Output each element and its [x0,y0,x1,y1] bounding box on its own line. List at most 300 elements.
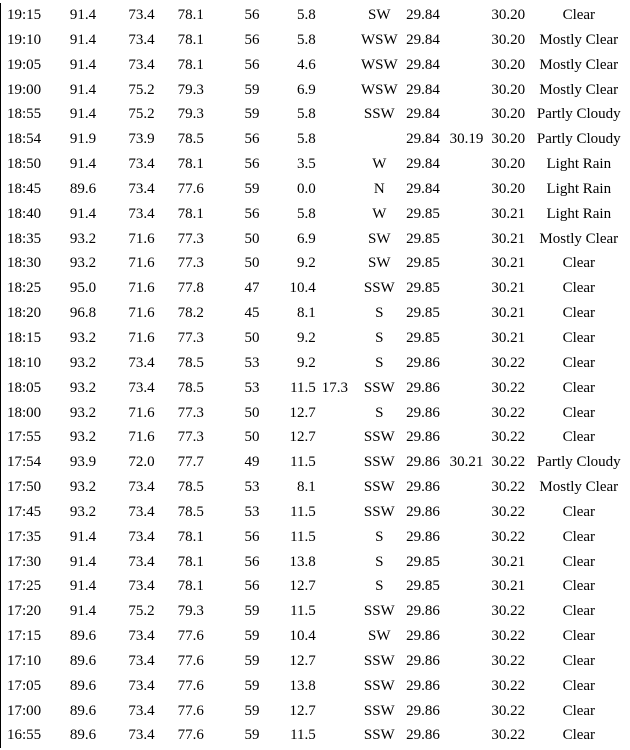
sea-level-pressure-cell: 30.21 [491,578,526,595]
sea-level-pressure-cell: 30.20 [491,106,526,123]
pressure-cell: 29.86 [406,454,440,471]
pressure-cell: 29.86 [406,677,440,694]
table-row [1,102,630,127]
humidity-cell: 59 [244,180,260,197]
wind-speed-cell: 5.8 [297,106,316,123]
pressure-cell: 29.86 [406,429,440,446]
table-row [1,127,630,152]
altimeter-cell [445,3,489,28]
wind-gust-cell [320,649,358,674]
feels-like-cell: 78.5 [177,131,204,148]
feels-like-cell: 78.1 [177,156,204,173]
wind-direction-cell: SSW [363,702,395,719]
humidity-cell: 47 [244,280,260,297]
time-cell: 16:55 [1,723,70,748]
temperature-cell: 91.4 [69,553,97,570]
altimeter-cell [445,425,489,450]
time-cell: 18:35 [1,227,70,252]
wind-direction-cell: SSW [363,429,395,446]
altimeter-cell [445,351,489,376]
wind-speed-cell: 8.1 [297,479,316,496]
wind-speed-cell: 11.5 [290,727,316,744]
pressure-cell: 29.84 [406,131,440,148]
wind-direction-cell: SW [368,230,391,247]
wind-speed-cell: 8.1 [297,305,316,322]
pressure-cell: 29.86 [406,404,440,421]
wind-direction-cell: SW [368,7,391,23]
condition-cell: Clear [562,528,596,545]
feels-like-cell: 78.1 [177,205,204,222]
humidity-cell: 53 [244,379,260,396]
wind-direction-cell: SSW [363,677,395,694]
dew-point-cell: 71.6 [128,230,155,247]
wind-gust-cell [320,301,358,326]
wind-speed-cell: 9.2 [297,255,316,272]
pressure-cell: 29.86 [406,727,440,744]
humidity-cell: 56 [244,205,260,222]
temperature-cell: 91.9 [69,131,97,148]
altimeter-cell [445,78,489,103]
pressure-cell: 29.85 [406,280,440,297]
pressure-cell: 29.86 [406,503,440,520]
wind-speed-cell: 6.9 [297,81,316,98]
wind-speed-cell: 5.8 [297,205,316,222]
altimeter-cell [445,251,489,276]
wind-gust-cell [320,3,358,28]
dew-point-cell: 71.6 [128,280,155,297]
condition-cell: Light Rain [546,180,612,197]
wind-gust-cell [320,723,358,748]
time-cell: 17:30 [1,550,70,575]
table-row [1,152,630,177]
pressure-cell: 29.86 [406,603,440,620]
temperature-cell: 93.2 [69,479,97,496]
wind-direction-cell: SSW [363,479,395,496]
altimeter-cell [445,699,489,724]
wind-speed-cell: 5.8 [297,31,316,48]
sea-level-pressure-cell: 30.22 [491,628,526,645]
altimeter-cell [445,723,489,748]
temperature-cell: 96.8 [69,305,97,322]
dew-point-cell: 71.6 [128,329,155,346]
altimeter-cell [445,28,489,53]
condition-cell: Mostly Clear [539,479,619,496]
feels-like-cell: 78.1 [177,528,204,545]
wind-speed-cell: 9.2 [297,354,316,371]
temperature-cell: 89.6 [69,652,97,669]
altimeter-cell [445,674,489,699]
wind-gust-cell [320,351,358,376]
sea-level-pressure-cell: 30.22 [491,603,526,620]
dew-point-cell: 73.4 [128,503,155,520]
humidity-cell: 50 [244,230,260,247]
wind-speed-cell: 3.5 [297,156,316,173]
wind-speed-cell: 0.0 [297,180,316,197]
feels-like-cell: 78.2 [177,305,204,322]
wind-gust-cell [320,574,358,599]
wind-direction-cell: WSW [360,56,398,73]
wind-direction-cell: S [375,578,384,595]
altimeter-cell [445,376,489,401]
feels-like-cell: 78.1 [177,7,204,23]
time-cell: 17:55 [1,425,70,450]
wind-gust-cell [320,276,358,301]
temperature-cell: 93.2 [69,329,97,346]
condition-cell: Clear [562,628,596,645]
altimeter-cell [445,152,489,177]
dew-point-cell: 73.4 [128,528,155,545]
feels-like-cell: 78.1 [177,578,204,595]
condition-cell: Clear [562,7,596,23]
temperature-cell: 93.2 [69,503,97,520]
feels-like-cell: 78.5 [177,479,204,496]
wind-gust-cell [320,202,358,227]
sea-level-pressure-cell: 30.22 [491,354,526,371]
dew-point-cell: 75.2 [128,603,155,620]
condition-cell: Light Rain [546,156,612,173]
wind-direction-cell: W [372,205,387,222]
feels-like-cell: 78.1 [177,56,204,73]
wind-direction-cell: SSW [363,454,395,471]
condition-cell: Clear [562,305,596,322]
feels-like-cell: 77.6 [177,180,204,197]
wind-direction-cell: S [375,528,384,545]
altimeter-cell: 30.21 [449,454,484,471]
wind-gust-cell [320,500,358,525]
table-row [1,450,630,475]
humidity-cell: 50 [244,329,260,346]
condition-cell: Clear [562,280,596,297]
pressure-cell: 29.85 [406,255,440,272]
temperature-cell: 89.6 [69,702,97,719]
wind-speed-cell: 13.8 [289,553,316,570]
dew-point-cell: 73.4 [128,727,155,744]
wind-gust-cell [320,425,358,450]
wind-direction-cell: SSW [363,106,395,123]
dew-point-cell: 72.0 [128,454,155,471]
wind-gust-cell [320,78,358,103]
table-row [1,301,630,326]
sea-level-pressure-cell: 30.20 [491,131,526,148]
dew-point-cell: 75.2 [128,106,155,123]
pressure-cell: 29.86 [406,354,440,371]
dew-point-cell: 73.4 [128,31,155,48]
dew-point-cell: 73.4 [128,354,155,371]
dew-point-cell: 73.4 [128,479,155,496]
wind-gust-cell [320,624,358,649]
table-row [1,624,630,649]
condition-cell: Clear [562,255,596,272]
table-row [1,599,630,624]
dew-point-cell: 73.4 [128,578,155,595]
altimeter-cell [445,202,489,227]
sea-level-pressure-cell: 30.22 [491,652,526,669]
wind-direction-cell: W [372,156,387,173]
time-cell: 18:15 [1,326,70,351]
table-row [1,227,630,252]
wind-direction-cell: SSW [363,379,395,396]
dew-point-cell: 71.6 [128,404,155,421]
condition-cell: Clear [562,727,596,744]
condition-cell: Partly Cloudy [536,454,621,471]
wind-gust-cell [320,699,358,724]
condition-cell: Clear [562,379,596,396]
feels-like-cell: 78.5 [177,379,204,396]
wind-direction-cell: SSW [363,603,395,620]
altimeter-cell [445,525,489,550]
table-row [1,177,630,202]
time-cell: 18:25 [1,276,70,301]
humidity-cell: 56 [244,31,260,48]
altimeter-cell [445,599,489,624]
pressure-cell: 29.86 [406,379,440,396]
dew-point-cell: 73.4 [128,205,155,222]
temperature-cell: 93.2 [69,429,97,446]
humidity-cell: 53 [244,479,260,496]
humidity-cell: 49 [244,454,260,471]
temperature-cell: 91.4 [69,7,97,23]
humidity-cell: 53 [244,354,260,371]
condition-cell: Clear [562,429,596,446]
condition-cell: Light Rain [546,205,612,222]
sea-level-pressure-cell: 30.22 [491,503,526,520]
sea-level-pressure-cell: 30.22 [491,702,526,719]
feels-like-cell: 77.8 [177,280,204,297]
wind-direction-cell [357,127,401,152]
pressure-cell: 29.86 [406,528,440,545]
wind-gust-cell [320,550,358,575]
wind-gust-cell [320,127,358,152]
wind-speed-cell: 6.9 [297,230,316,247]
table-row [1,500,630,525]
dew-point-cell: 73.4 [128,180,155,197]
pressure-cell: 29.86 [406,652,440,669]
wind-speed-cell: 11.5 [290,603,316,620]
dew-point-cell: 73.4 [128,156,155,173]
wind-direction-cell: N [373,180,385,197]
humidity-cell: 59 [244,652,260,669]
temperature-cell: 93.2 [69,404,97,421]
altimeter-cell [445,177,489,202]
feels-like-cell: 77.6 [177,628,204,645]
temperature-cell: 91.4 [69,156,97,173]
dew-point-cell: 73.4 [128,652,155,669]
time-cell: 18:20 [1,301,70,326]
condition-cell: Clear [562,404,596,421]
time-cell: 18:50 [1,152,70,177]
wind-gust-cell [320,674,358,699]
table-row [1,78,630,103]
pressure-cell: 29.84 [406,156,440,173]
altimeter-cell [445,326,489,351]
sea-level-pressure-cell: 30.20 [491,180,526,197]
condition-cell: Partly Cloudy [536,106,621,123]
table-row [1,475,630,500]
altimeter-cell [445,550,489,575]
wind-gust-cell [320,227,358,252]
temperature-cell: 89.6 [69,727,97,744]
wind-speed-cell: 11.5 [290,528,316,545]
humidity-cell: 59 [244,727,260,744]
pressure-cell: 29.85 [406,578,440,595]
table-row [1,202,630,227]
temperature-cell: 93.9 [69,454,97,471]
dew-point-cell: 73.4 [128,379,155,396]
feels-like-cell: 77.6 [177,702,204,719]
table-row [1,425,630,450]
wind-speed-cell: 4.6 [297,56,316,73]
condition-cell: Mostly Clear [539,230,619,247]
pressure-cell: 29.86 [406,628,440,645]
dew-point-cell: 71.6 [128,255,155,272]
wind-speed-cell: 5.8 [297,131,316,148]
humidity-cell: 50 [244,429,260,446]
weather-history-table [0,3,630,748]
feels-like-cell: 79.3 [177,603,204,620]
temperature-cell: 91.4 [69,578,97,595]
temperature-cell: 89.6 [69,180,97,197]
altimeter-cell [445,301,489,326]
sea-level-pressure-cell: 30.21 [491,230,526,247]
pressure-cell: 29.84 [406,7,440,23]
wind-direction-cell: SSW [363,652,395,669]
wind-gust-cell [320,177,358,202]
sea-level-pressure-cell: 30.20 [491,56,526,73]
temperature-cell: 91.4 [69,56,97,73]
humidity-cell: 59 [244,106,260,123]
wind-speed-cell: 11.5 [290,503,316,520]
sea-level-pressure-cell: 30.20 [491,7,526,23]
wind-gust-cell [320,53,358,78]
sea-level-pressure-cell: 30.22 [491,429,526,446]
table-row [1,53,630,78]
sea-level-pressure-cell: 30.20 [491,156,526,173]
wind-direction-cell: SW [368,255,391,272]
sea-level-pressure-cell: 30.21 [491,305,526,322]
pressure-cell: 29.85 [406,305,440,322]
humidity-cell: 56 [244,156,260,173]
dew-point-cell: 73.4 [128,677,155,694]
wind-gust-cell [320,450,358,475]
dew-point-cell: 71.6 [128,305,155,322]
time-cell: 18:55 [1,102,70,127]
feels-like-cell: 77.3 [177,404,204,421]
table-row [1,574,630,599]
time-cell: 18:45 [1,177,70,202]
wind-speed-cell: 12.7 [289,404,316,421]
humidity-cell: 45 [244,305,260,322]
time-cell: 17:45 [1,500,70,525]
pressure-cell: 29.84 [406,106,440,123]
altimeter-cell [445,649,489,674]
wind-speed-cell: 12.7 [289,429,316,446]
dew-point-cell: 75.2 [128,81,155,98]
altimeter-cell [445,227,489,252]
dew-point-cell: 73.4 [128,56,155,73]
time-cell: 17:35 [1,525,70,550]
sea-level-pressure-cell: 30.22 [491,677,526,694]
wind-direction-cell: S [375,553,384,570]
table-row [1,326,630,351]
pressure-cell: 29.84 [406,81,440,98]
pressure-cell: 29.86 [406,479,440,496]
sea-level-pressure-cell: 30.22 [491,379,526,396]
wind-gust-cell: 17.3 [321,379,349,396]
sea-level-pressure-cell: 30.22 [491,528,526,545]
feels-like-cell: 77.6 [177,677,204,694]
condition-cell: Mostly Clear [539,81,619,98]
wind-speed-cell: 9.2 [297,329,316,346]
wind-speed-cell: 10.4 [289,628,316,645]
altimeter-cell [445,401,489,426]
table-row [1,723,630,748]
condition-cell: Clear [562,354,596,371]
weather-history-body [1,3,630,748]
feels-like-cell: 77.3 [177,329,204,346]
time-cell: 18:40 [1,202,70,227]
sea-level-pressure-cell: 30.22 [491,727,526,744]
wind-gust-cell [320,599,358,624]
condition-cell: Clear [562,503,596,520]
pressure-cell: 29.84 [406,56,440,73]
wind-direction-cell: SSW [363,503,395,520]
feels-like-cell: 77.6 [177,652,204,669]
wind-speed-cell: 11.5 [290,454,316,471]
sea-level-pressure-cell: 30.20 [491,31,526,48]
altimeter-cell: 30.19 [449,131,484,148]
temperature-cell: 95.0 [69,280,97,297]
sea-level-pressure-cell: 30.20 [491,81,526,98]
feels-like-cell: 78.5 [177,354,204,371]
humidity-cell: 56 [244,528,260,545]
time-cell: 17:10 [1,649,70,674]
pressure-cell: 29.85 [406,553,440,570]
wind-gust-cell [320,102,358,127]
time-cell: 18:54 [1,127,70,152]
dew-point-cell: 73.4 [128,553,155,570]
temperature-cell: 91.4 [69,528,97,545]
time-cell: 18:05 [1,376,70,401]
sea-level-pressure-cell: 30.21 [491,329,526,346]
feels-like-cell: 78.1 [177,553,204,570]
feels-like-cell: 77.3 [177,429,204,446]
temperature-cell: 89.6 [69,677,97,694]
temperature-cell: 91.4 [69,205,97,222]
temperature-cell: 91.4 [69,603,97,620]
dew-point-cell: 73.4 [128,628,155,645]
temperature-cell: 91.4 [69,31,97,48]
table-row [1,674,630,699]
humidity-cell: 59 [244,677,260,694]
time-cell: 17:54 [1,450,70,475]
dew-point-cell: 73.9 [128,131,155,148]
humidity-cell: 59 [244,628,260,645]
wind-direction-cell: WSW [360,31,398,48]
dew-point-cell: 73.4 [128,702,155,719]
pressure-cell: 29.85 [406,205,440,222]
humidity-cell: 56 [244,578,260,595]
wind-direction-cell: SW [368,628,391,645]
time-cell: 18:30 [1,251,70,276]
altimeter-cell [445,475,489,500]
dew-point-cell: 71.6 [128,429,155,446]
time-cell: 19:00 [1,78,70,103]
pressure-cell: 29.85 [406,329,440,346]
sea-level-pressure-cell: 30.21 [491,255,526,272]
wind-gust-cell [320,28,358,53]
wind-speed-cell: 12.7 [289,578,316,595]
time-cell: 19:10 [1,28,70,53]
